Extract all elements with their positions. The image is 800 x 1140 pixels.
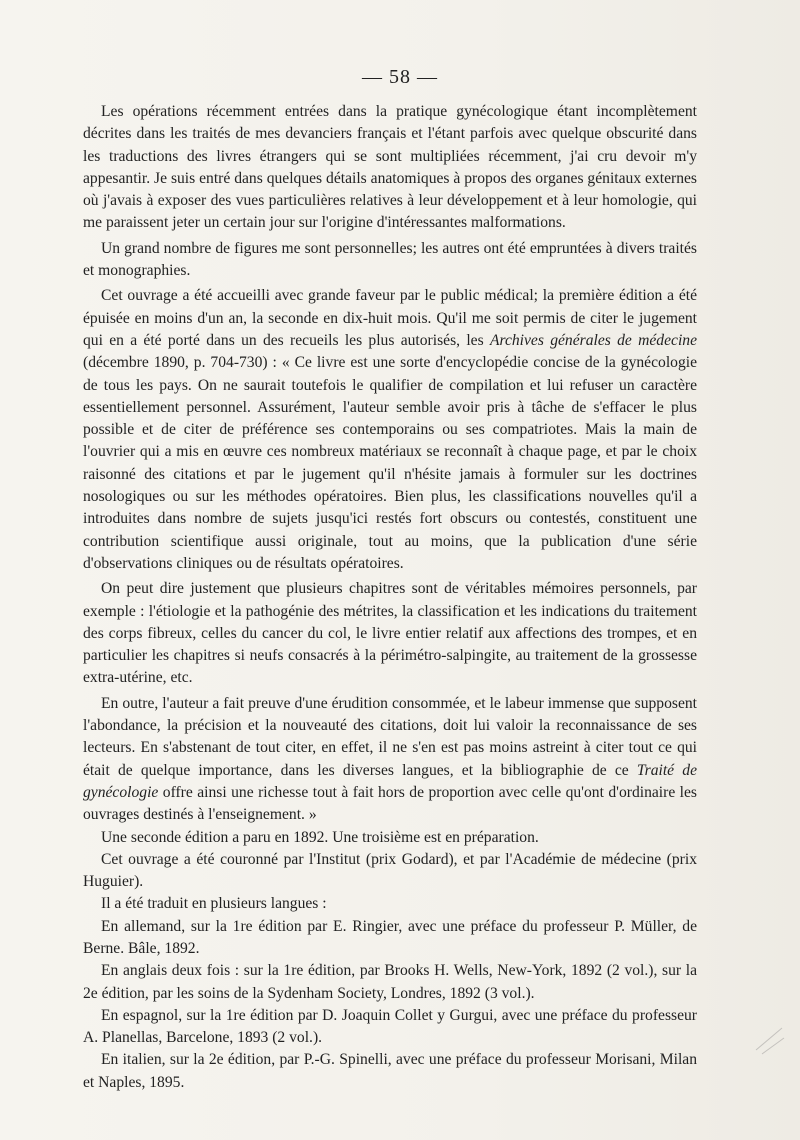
treatise-title: Traité de gynécologie (83, 761, 697, 801)
erudition-text-start: En outre, l'auteur a fait preuve d'une érudition consommée, et le labeur immense que supposent l'abondance, la précision et la nouveauté des citations, doit lui valoir la reconnaissance de ses lecteurs. En s'abstenant de tout citer, en effet, il ne s'en est pas moins astreint à citer tout ce qui était de quelque importance, dans les diverses langues, et la bibliographie de ce (83, 694, 697, 779)
journal-title: Archives générales de médecine (489, 331, 697, 349)
paragraph-chapters: On peut dire justement que plusieurs chapitres sont de véritables mémoires personnels, par exemple : l'étiologie et la pathogénie des métrites, la classification et les indications du traitement des corps fibreux, celles du cancer du col, le livre entier relatif aux affections des trompes, et en particulier les chapitres si neufs consacrés à la périmétro-salpingite, au traitement de la grossesse extra-utérine, etc. (83, 580, 697, 687)
paragraph-figures: Un grand nombre de figures me sont personnelles; les autres ont été empruntées à divers traités et monographies. (83, 239, 697, 280)
paragraph-english: En anglais deux fois : sur la 1re édition, par Brooks H. Wells, New-York, 1892 (2 vol.), sur la 2e édition, par les soins de la Sydenham Society, Londres, 1892 (3 vol.). (83, 962, 697, 1002)
paragraph-reception (83, 285, 697, 575)
paragraph-erudition (83, 693, 697, 827)
paragraph-operations: Les opérations récemment entrées dans la pratique gynécologique étant incomplètement décrites dans les traités de mes devanciers français et l'étant parfois avec quelque obscurité dans les traductions des livres étrangers qui se sont multipliées récemment, j'ai cru devoir m'y appesantir. Je suis entré dans quelques détails anatomiques à propos des organes génitaux externes où j'avais à exposer des vues particulières relatives à leur développement et à leur homologie, qui me paraissent jeter un certain jour sur l'origine d'intéressantes malformations. (83, 103, 697, 232)
page-number: — 58 — (362, 66, 438, 88)
paragraph-translations: Il a été traduit en plusieurs langues : (101, 895, 327, 913)
erudition-text-end: offre ainsi une richesse tout à fait hors de proportion avec celle qu'ont d'ordinaire les ouvrages destinés à l'enseignement. » (83, 783, 697, 824)
paragraph-german: En allemand, sur la 1re édition par E. Ringier, avec une préface du professeur P. Müller, de Berne. Bâle, 1892. (83, 917, 697, 957)
paragraph-awards: Cet ouvrage a été couronné par l'Institut (prix Godard), et par l'Académie de médecine (prix Huguier). (83, 850, 697, 891)
reception-text-start: Cet ouvrage a été accueilli avec grande faveur par le public médical; la première édition a été épuisée en moins d'un an, la seconde en dix-huit mois. Qu'il me soit permis de citer le jugement qui en a été porté dans un des recueils les plus autorisés, les (83, 287, 697, 349)
body-text (83, 101, 697, 1094)
pencil-mark-icon (752, 1020, 788, 1060)
paragraph-italian: En italien, sur la 2e édition, par P.-G. Spinelli, avec une préface du professeur Morisani, Milan et Naples, 1895. (83, 1051, 697, 1091)
reception-text-end: (décembre 1890, p. 704-730) : « Ce livre est une sorte d'encyclopédie concise de la gynécologie de tous les pays. On ne saurait toutefois le qualifier de compilation et lui refuser un caractère essentiellement personnel. Assurément, l'auteur semble avoir pris à tâche de s'effacer le plus possible et de citer de préférence ses contemporains ou ses compatriotes. Mais la main de l'ouvrier qui a mis en œuvre ces nombreux matériaux se reconnaît à chaque page, et par le choix raisonné des citations et par le jugement qu'il n'hésite jamais à formuler sur les doctrines nosologiques ou sur les méthodes opératoires. Bien plus, les classifications nouvelles qu'il a introduites dans nombre de sujets jusqu'ici restés fort obscurs ou contestés, constituent une contribution scientifique aussi originale, tout au moins, que la publication d'une série d'observations cliniques ou de résultats opératoires. (83, 354, 697, 572)
paragraph-second-edition: Une seconde édition a paru en 1892. Une troisième est en préparation. (101, 828, 539, 846)
paragraph-spanish: En espagnol, sur la 1re édition par D. Joaquin Collet y Gurgui, avec une préface du professeur A. Planellas, Barcelone, 1893 (2 vol.). (83, 1006, 697, 1047)
